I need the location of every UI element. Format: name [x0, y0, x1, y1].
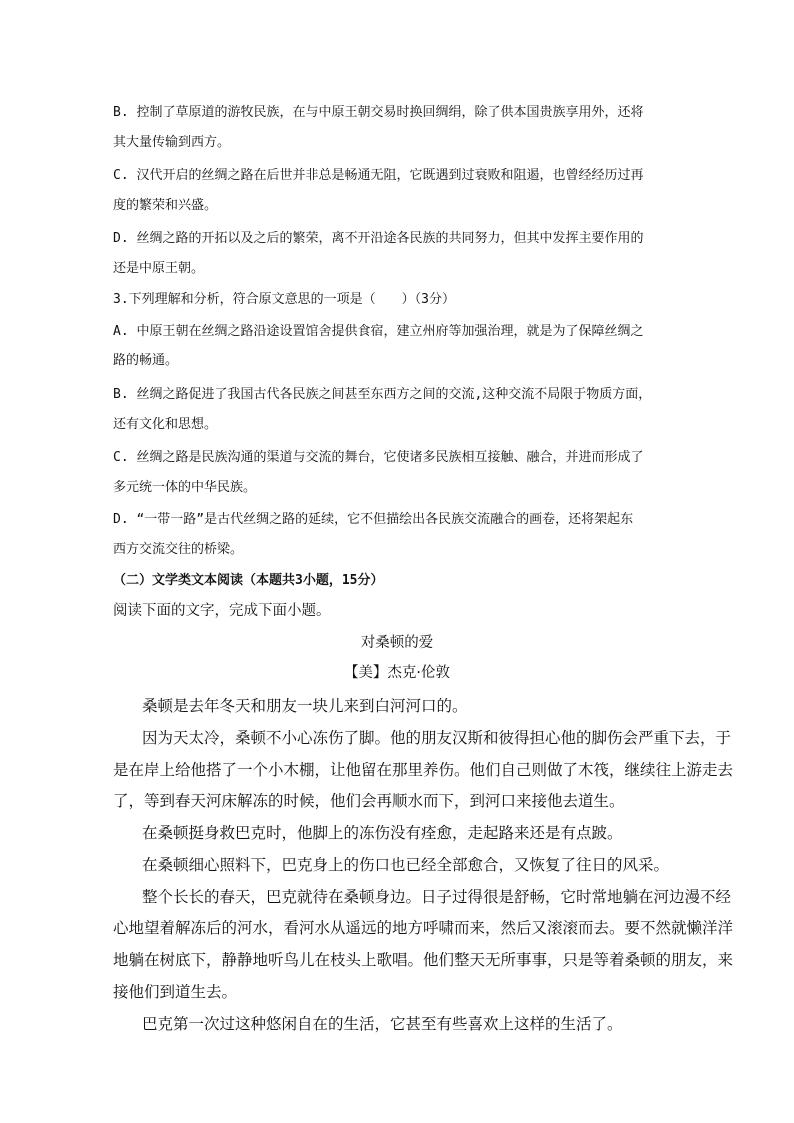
q3-option-c-line2: 多元统一体的中华民族。 — [113, 480, 257, 495]
q3-option-b-line2: 还有文化和思想。 — [113, 417, 218, 432]
section-instruction: 阅读下面的文字，完成下面小题。 — [113, 603, 331, 619]
story-paragraph-5-line4: 接他们到道生去。 — [113, 983, 238, 1001]
story-paragraph-3-line1: 在桑顿挺身救巴克时，他脚上的冻伤没有痊愈，走起路来还是有点跛。 — [142, 824, 623, 842]
q2-option-d-line2: 还是中原王朝。 — [113, 261, 205, 276]
q3-option-b-line1: B. 丝绸之路促进了我国古代各民族之间甚至东西方之间的交流,这种交流不局限于物质方面， — [113, 387, 652, 402]
q2-option-d-line1: D. 丝绸之路的开拓以及之后的繁荣，离不开沿途各民族的共同努力，但其中发挥主要作用的 — [113, 231, 644, 246]
q2-option-b-line1: B. 控制了草原道的游牧民族，在与中原王朝交易时换回绸绢，除了供本国贵族享用外，还将 — [113, 105, 644, 120]
q3-option-a-line1: A. 中原王朝在丝绸之路沿途设置馆舍提供食宿，建立州府等加强治理，就是为了保障丝绸之 — [113, 324, 644, 339]
story-title: 对桑顿的爱 — [360, 635, 434, 651]
q3-option-d-line2: 西方交流交往的桥梁。 — [113, 542, 244, 557]
q2-option-c-line1: C. 汉代开启的丝绸之路在后世并非总是畅通无阻，它既遇到过衰败和阻遏，也曾经经历过再 — [113, 168, 644, 183]
story-paragraph-5-line1: 整个长长的春天，巴克就待在桑顿身边。日子过得很是舒畅，它时常地躺在河边漫不经 — [142, 888, 732, 906]
story-paragraph-2-line3: 了，等到春天河床解冻的时候，他们会再顺水而下，到河口来接他去道生。 — [113, 792, 625, 810]
story-paragraph-6-line1: 巴克第一次过这种悠闲自在的生活，它甚至有些喜欢上这样的生活了。 — [142, 1015, 623, 1033]
q3-option-d-line1: D. “一带一路”是古代丝绸之路的延续，它不但描绘出各民族交流融合的画卷，还将架起东 — [113, 512, 634, 527]
story-paragraph-5-line3: 地躺在树底下，静静地听鸟儿在枝头上歌唱。他们整天无所事事，只是等着桑顿的朋友，来 — [113, 951, 734, 969]
story-paragraph-1-line1: 桑顿是去年冬天和朋友一块儿来到白河河口的。 — [142, 697, 468, 715]
q3-option-a-line2: 路的畅通。 — [113, 353, 179, 368]
q3-option-c-line1: C. 丝绸之路是民族沟通的渠道与交流的舞台，它使诸多民族相互接触、融合，并进而形成了 — [113, 450, 644, 465]
story-paragraph-2-line2: 是在岸上给他搭了一个小木棚，让他留在那里养伤。他们自己则做了木筏，继续往上游走去 — [113, 761, 734, 779]
q3-stem: 3.下列理解和分析，符合原文意思的一项是（ ）（3分） — [113, 292, 455, 307]
story-paragraph-4-line1: 在桑顿细心照料下，巴克身上的伤口也已经全部愈合，又恢复了往日的风采。 — [142, 856, 670, 874]
story-paragraph-2-line1: 因为天太冷，桑顿不小心冻伤了脚。他的朋友汉斯和彼得担心他的脚伤会严重下去，于 — [142, 729, 732, 747]
q2-option-c-line2: 度的繁荣和兴盛。 — [113, 198, 218, 213]
section-heading: （二）文学类文本阅读（本题共3小题，15分） — [113, 573, 384, 588]
story-author: 【美】杰克·伦敦 — [343, 665, 451, 681]
story-paragraph-5-line2: 心地望着解冻后的河水，看河水从遥远的地方呼啸而来，然后又滚滚而去。要不然就懒洋洋 — [113, 919, 734, 937]
q2-option-b-line2: 其大量传输到西方。 — [113, 135, 231, 150]
